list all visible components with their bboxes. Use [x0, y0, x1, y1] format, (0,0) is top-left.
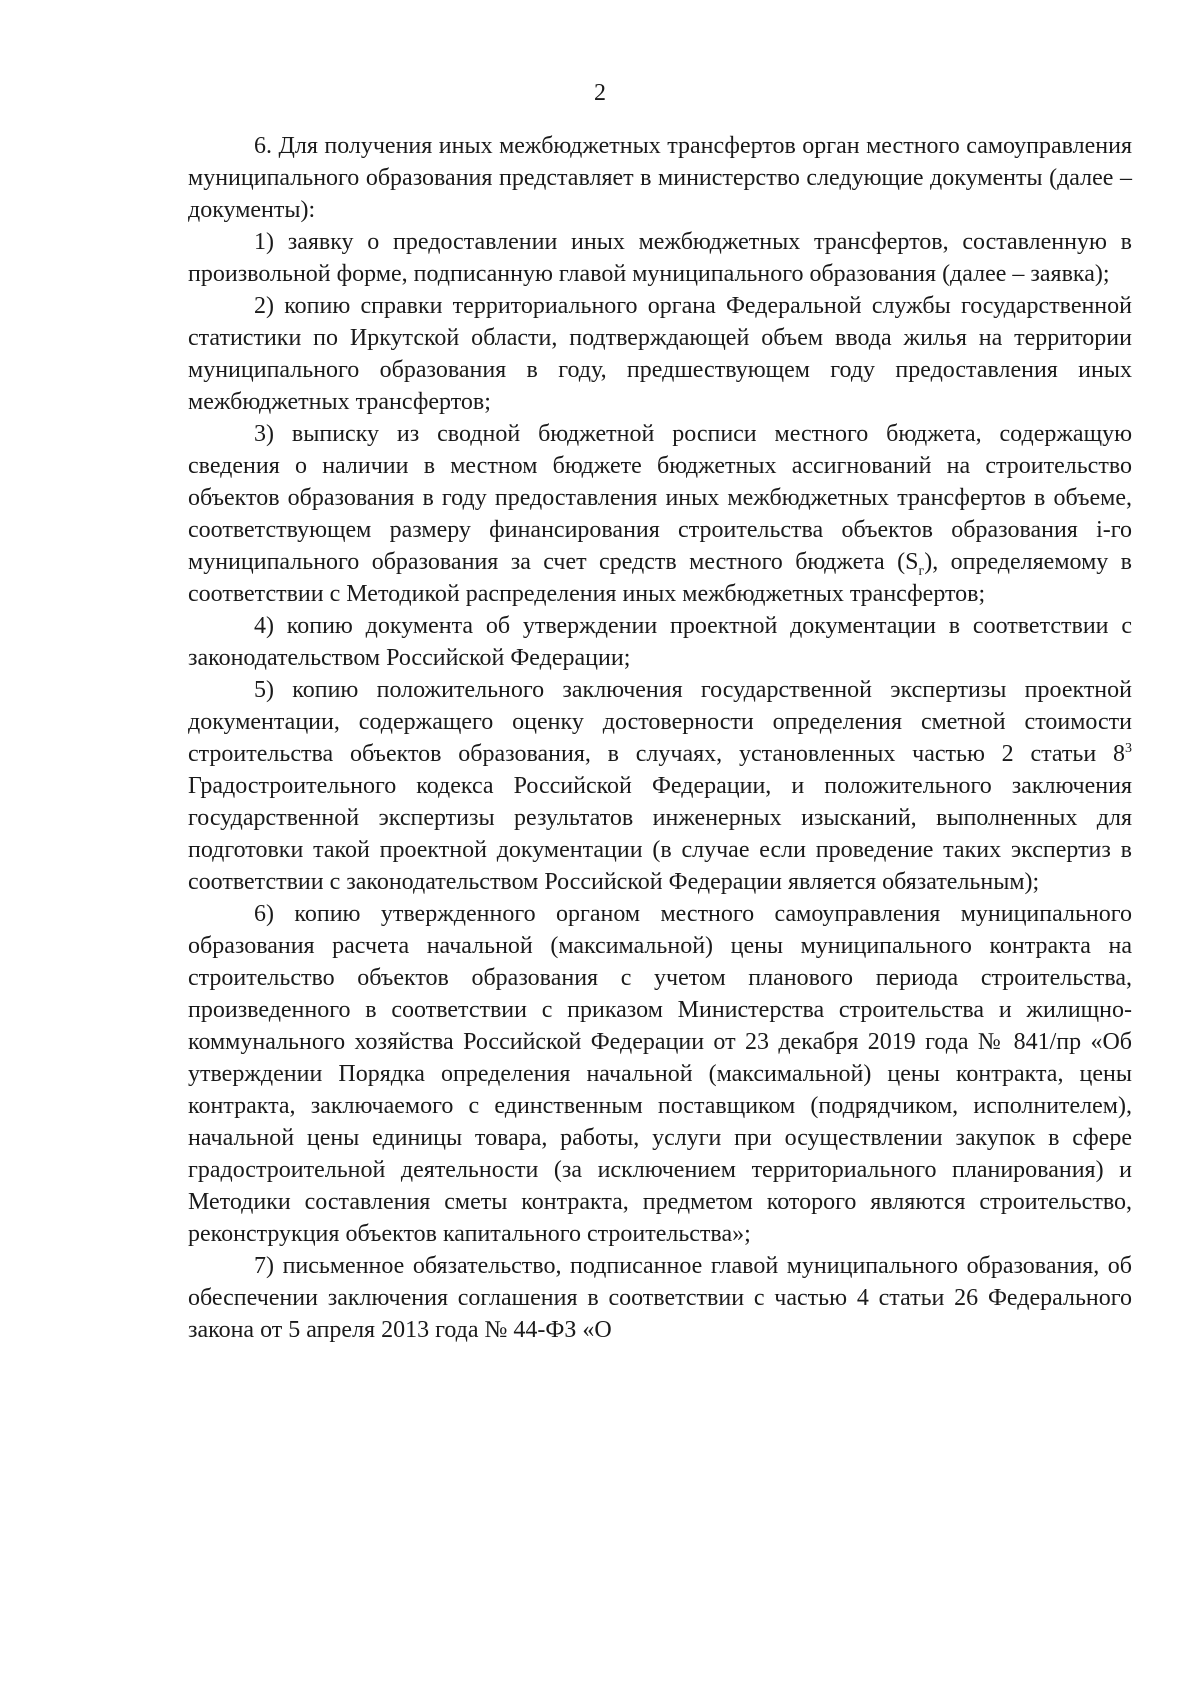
list-item-6: 6) копию утвержденного органом местного самоуправления муниципального образования расчета начальной (максимальной) цены муниципального контракта на строительство объектов образования с учетом планового периода строительства, произведенного в соответствии с приказом Министерства строительства и жилищно-коммунального хозяйства Российской Федерации от 23 декабря 2019 года № 841/пр «Об утверждении Порядка определения начальной (максимальной) цены контракта, цены контракта, заключаемого с единственным поставщиком (подрядчиком, исполнителем), начальной цены единицы товара, работы, услуги при осуществлении закупок в сфере градостроительной деятельности (за исключением территориального планирования) и Методики составления сметы контракта, предметом которого являются строительство, реконструкция объектов капитального строительства»;	[188, 901, 1132, 1247]
paragraph-6-intro: 6. Для получения иных межбюджетных трансфертов орган местного самоуправления муниципального образования представляет в министерство следующие документы (далее – документы):	[188, 133, 1132, 223]
list-item-5-superscript: 3	[1125, 741, 1132, 756]
list-item-3-text-before: 3) выписку из сводной бюджетной росписи местного бюджета, содержащую сведения о наличии в местном бюджете бюджетных ассигнований на строительство объектов образования в году предоставления иных межбюджетных трансфертов в объеме, соответствующем размеру финансирования строительства объектов образования i-го муниципального образования за счет средств местного бюджета (S	[188, 421, 1132, 575]
list-item-5	[188, 674, 1132, 898]
list-item-1: 1) заявку о предоставлении иных межбюджетных трансфертов, составленную в произвольной форме, подписанную главой муниципального образования (далее – заявка);	[188, 229, 1132, 287]
list-item-3	[188, 418, 1132, 610]
page-number: 2	[594, 80, 606, 106]
list-item-4: 4) копию документа об утверждении проектной документации в соответствии с законодательством Российской Федерации;	[188, 613, 1132, 671]
list-item-3-text-after: ), определяемому в соответствии с Методикой распределения иных межбюджетных трансфертов;	[188, 549, 1133, 607]
list-item-3-subscript: г	[918, 563, 925, 579]
list-item-5-text-before: 5) копию положительного заключения государственной экспертизы проектной документации, содержащего оценку достоверности определения сметной стоимости строительства объектов образования, в случаях, установленных частью 2 статьи 8	[188, 677, 1132, 767]
document-body	[188, 130, 1132, 1346]
list-item-5-text-after: Градостроительного кодекса Российской Федерации, и положительного заключения государственной экспертизы результатов инженерных изысканий, выполненных для подготовки такой проектной документации (в случае если проведение таких экспертиз в соответствии с законодательством Российской Федерации является обязательным);	[188, 773, 1132, 895]
list-item-2: 2) копию справки территориального органа Федеральной службы государственной статистики по Иркутской области, подтверждающей объем ввода жилья на территории муниципального образования в году, предшествующем году предоставления иных межбюджетных трансфертов;	[188, 293, 1132, 415]
list-item-7: 7) письменное обязательство, подписанное главой муниципального образования, об обеспечении заключения соглашения в соответствии с частью 4 статьи 26 Федерального закона от 5 апреля 2013 года № 44-ФЗ «О	[188, 1253, 1132, 1343]
